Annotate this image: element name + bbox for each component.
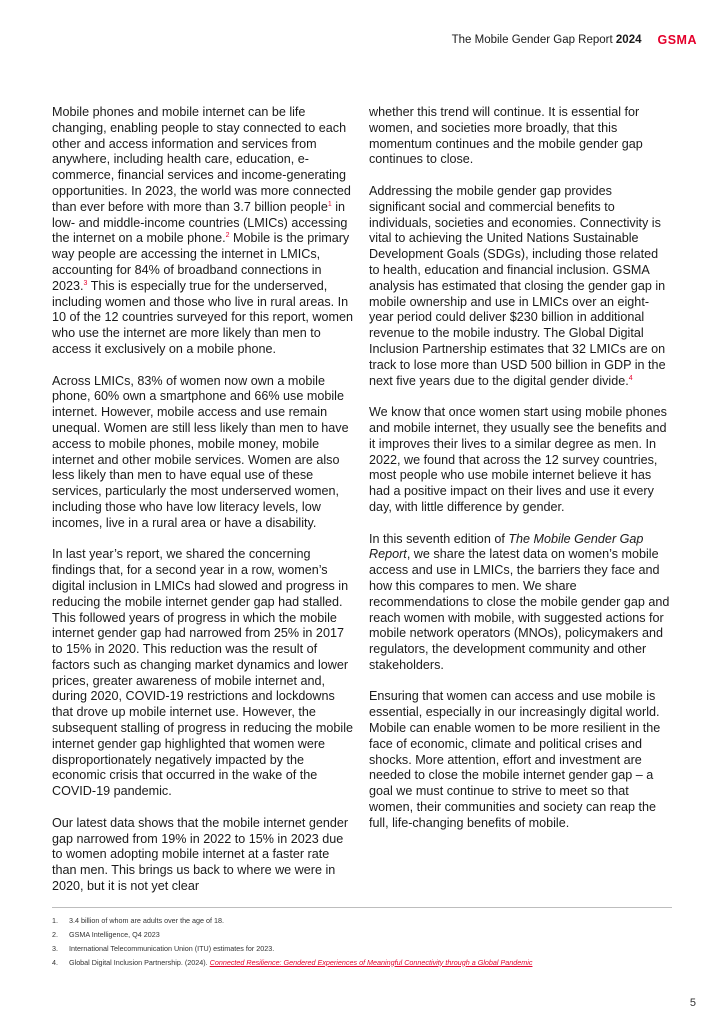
gsma-logo: GSMA <box>657 33 697 47</box>
paragraph-impact: We know that once women start using mobile phones and mobile internet, they usually see the benefits and it improves their lives to a similar degree as men. In 2022, we found that across the 12 survey countries, most people who use mobile internet believe it has had a positive impact on their lives and use it every day, with little difference by gender. <box>369 405 667 514</box>
footnote-ref-2[interactable]: 2 <box>225 232 230 240</box>
page-number: 5 <box>689 997 696 1009</box>
footnote-3: 3. International Telecommunication Union (ITU) estimates for 2023. <box>52 943 275 953</box>
paragraph-access: Across LMICs, 83% of women now own a mobile phone, 60% own a smartphone and 66% use mobile internet. However, mobile access and use remain unequal. Women are still less likely than men to have access to mobile phones, mobile money, mobile internet and other mobile services. Women are also less likely than men to have equal use of these services, particularly the most underserved women, including those who have low literacy levels, low incomes, live in a rural area or have a disability. <box>52 373 349 530</box>
paragraph-benefits: Addressing the mobile gender gap provides significant social and commercial benefits to individuals, societies and economies. Connectivity is vital to achieving the United Nations Sustainable Development Goals (SDGs), including those related to health, education and financial inclusion. GSMA analysis has estimated that closing the gender gap in mobile ownership and use in LMICs over an eight-year period could deliver $230 billion in additional revenue to the mobile industry. The Global Digital Inclusion Partnership estimates that 32 LMICs are on track to lose more than USD 500 billion in GDP in the next five years due to the digital gender divide.$^4$ <box>369 183 666 388</box>
paragraph-latest-data-continued: whether this trend will continue. It is essential for women, and societies more broadly, that this momentum continues and the mobile gender gap continues to close. <box>369 105 643 167</box>
paragraph-edition: In this seventh edition of The Mobile Gender Gap Report, we share the latest data on women’s mobile access and use in LMICs, the barriers they face and how this compares to men. We share recommendations to close the mobile gender gap and reach women with mobile, with suggested actions for mobile network operators (MNOs), policymakers and regulators, the development community and other stakeholders. <box>369 531 670 672</box>
footnote-ref-4[interactable]: 4 <box>628 374 633 382</box>
footnote-ref-3[interactable]: 3 <box>83 279 88 287</box>
right-column <box>369 105 671 847</box>
footnote-ref-1[interactable]: 1 <box>327 200 332 208</box>
footnote-divider <box>52 907 672 908</box>
footnote-4-link[interactable]: Connected Resilience: Gendered Experiences of Meaningful Connectivity through a Global Pandemic <box>209 957 533 967</box>
footnotes <box>52 913 692 969</box>
footnote-1: 1. 3.4 billion of whom are adults over the age of 18. <box>52 915 225 925</box>
paragraph-last-year: In last year’s report, we shared the concerning findings that, for a second year in a row, women’s digital inclusion in LMICs had slowed and progress in reducing the mobile internet gender gap had stalled. This followed years of progress in which the mobile internet gender gap had narrowed from 25% in 2017 to 15% in 2020. This reduction was the result of factors such as changing market dynamics and lower prices, greater awareness of mobile internet and, during 2020, COVID-19 restrictions and lockdowns that drove up mobile internet use. However, the subsequent stalling of progress in reducing the mobile internet gender gap highlighted that women were disproportionately negatively impacted by the economic crisis that occurred in the wake of the COVID-19 pandemic. <box>52 547 354 799</box>
left-column <box>52 105 354 911</box>
paragraph-ensuring: Ensuring that women can access and use mobile is essential, especially in our increasingly digital world. Mobile can enable women to be more resilient in the face of economic, climate and political crises and shocks. More attention, effort and investment are needed to close the mobile internet gender gap – a goal we must continue to strive to meet so that women, their communities and society can reap the full, life-changing benefits of mobile. <box>369 689 661 830</box>
footnote-2: 2. GSMA Intelligence, Q4 2023 <box>52 929 160 939</box>
page-header <box>452 31 697 49</box>
report-title: The Mobile Gender Gap Report 2024 <box>451 34 642 46</box>
paragraph-latest-data: Our latest data shows that the mobile internet gender gap narrowed from 19% in 2022 to 15% in 2023 due to women adopting mobile internet at a faster rate than men. This brings us back to where we were in 2020, but it is not yet clear <box>52 815 349 894</box>
paragraph-intro: Mobile phones and mobile internet can be life changing, enabling people to stay connected to each other and access information and services from anywhere, including health care, education, e-commerce, financial services and income-generating opportunities. In 2023, the world was more connected than ever before with more than 3.7 billion people$^1$ in low- and middle-income countries (LMICs) accessing the internet on a mobile phone.$^2$ Mobile is the primary way people are accessing the internet in LMICs, accounting for 84% of broadband connections in 2023.$^3$ This is especially true for the underserved, including women and those who live in rural areas. In 10 of the 12 countries surveyed for this report, women who use the internet are more likely than men to access it exclusively on a mobile phone. <box>52 105 354 356</box>
footnote-4: 4. Global Digital Inclusion Partnership. (2024). Connected Resilience: Gendered Experiences of Meaningful Connectivity through a Global Pandemic <box>52 957 533 967</box>
